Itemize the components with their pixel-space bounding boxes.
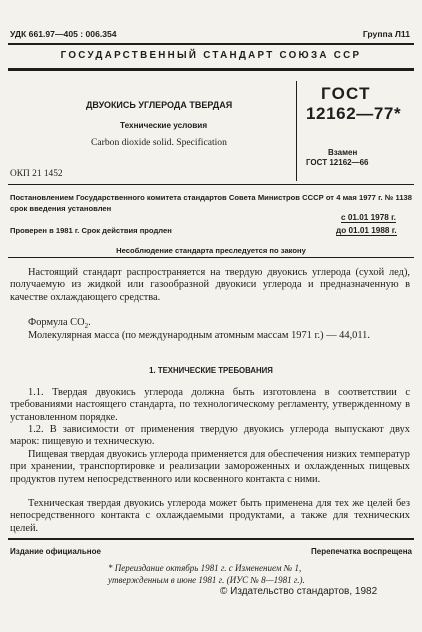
formula-label: Формула CO [28, 317, 85, 328]
standard-banner: ГОСУДАРСТВЕННЫЙ СТАНДАРТ СОЮЗА ССР [60, 50, 362, 61]
paragraph-1-2-text: 1.2. В зависимости от применения твердую двуокись углерода выпускают двух марок: пищевую и техническую. [10, 424, 410, 448]
replaces-label: Взамен [328, 148, 358, 157]
document-title: ДВУОКИСЬ УГЛЕРОДА ТВЕРДАЯ [86, 100, 233, 110]
reissue-note-line-2: утвержденным в июне 1981 г. (ИУС № 8—1981 г.). [108, 575, 305, 585]
title-divider [296, 81, 297, 181]
group-code: Группа Л11 [362, 29, 410, 39]
footer-rule [8, 538, 414, 540]
header-top-rule [8, 43, 414, 45]
decree-text: Постановлением Государственного комитета стандартов Совета Министров СССР от 4 мая 1977 г. № 1138 срок введения установлен [10, 193, 412, 213]
law-warning: Несоблюдение стандарта преследуется по закону [116, 246, 306, 255]
official-edition: Издание официальное [10, 547, 101, 556]
food-grade-paragraph [10, 449, 410, 486]
header-bottom-rule [8, 68, 414, 71]
gost-label: ГОСТ [321, 84, 371, 103]
technical-grade-paragraph [10, 498, 410, 535]
paragraph-1-1-text: 1.1. Твердая двуокись углерода должна быть изготовлена в соответствии с требованиями настоящего стандарта, по технологическому регламенту, утвержденному в установленном порядке. [10, 387, 410, 423]
document-subtitle: Технические условия [120, 121, 208, 130]
paragraph-1-2 [10, 424, 410, 449]
okp-rule [8, 184, 414, 185]
formula-subscript: 2 [84, 322, 89, 331]
checked-note: Проверен в 1981 г. Срок действия продлен [10, 226, 172, 235]
okp-code: ОКП 21 1452 [10, 169, 63, 179]
paragraph-1-1 [10, 387, 410, 424]
section-heading: 1. ТЕХНИЧЕСКИЕ ТРЕБОВАНИЯ [149, 366, 273, 375]
technical-grade-text: Техническая твердая двуокись углерода может быть применена для тех же целей без непосредственного контакта с охлаждаемыми продуктами, а также для технических целей. [10, 498, 410, 534]
gost-number: 12162—77* [306, 104, 402, 123]
warning-rule [8, 257, 414, 258]
intro-text: Настоящий стандарт распространяется на твердую двуокись углерода (сухой лед), получаемую из жидкой или газообразной двуокиси углерода и предназначенную в качестве охлаждающего средства. [10, 267, 410, 303]
english-title: Carbon dioxide solid. Specification [91, 137, 227, 148]
validity-to: до 01.01 1988 г. [336, 226, 397, 235]
intro-paragraph [10, 267, 410, 304]
molar-mass-text: Молекулярная масса (по международным атомным массам 1971 г.) — 44,011. [28, 330, 370, 341]
molar-mass-paragraph [10, 330, 410, 342]
reissue-note-line-1: * Переиздание октябрь 1981 г. с Изменением № 1, [108, 563, 302, 573]
food-grade-text: Пищевая твердая двуокись углерода применяется для обеспечения низких температур при хранении, транспортировке и реализации замороженных и охлажденных пищевых продуктов путем непосредственного или косвенного контакта с ними. [10, 449, 410, 485]
reprint-prohibited: Перепечатка воспрещена [311, 547, 412, 556]
copyright: © Издательство стандартов, 1982 [220, 586, 378, 597]
formula-dot: . [88, 317, 91, 328]
udk-code: УДК 661.97—405 : 006.354 [10, 29, 117, 39]
replaces-standard: ГОСТ 12162—66 [306, 158, 369, 167]
validity-from: с 01.01 1978 г. [341, 213, 396, 222]
